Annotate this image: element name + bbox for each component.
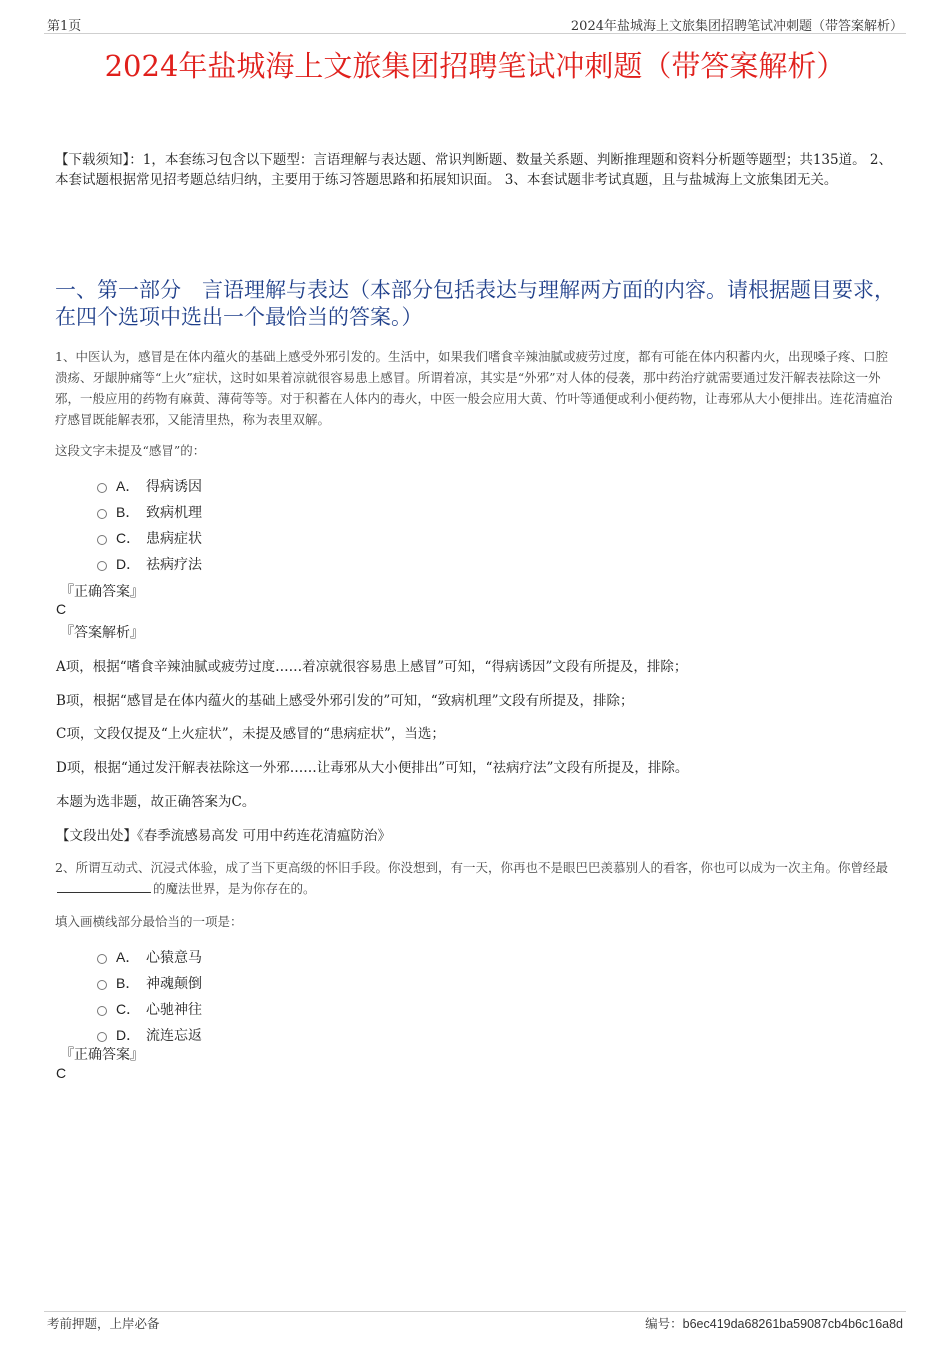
question-2-stem-part1: 2、所谓互动式、沉浸式体验，成了当下更高级的怀旧手段。你没想到，有一天，你再也不是眼巴巴羡慕别人的看客，你也可以成为一次主角。你曾经最	[55, 860, 888, 875]
option-text: 心驰神往	[146, 1002, 202, 1018]
option-text: 祛病疗法	[146, 557, 202, 573]
analysis-line-a: A项，根据“嗜食辛辣油腻或疲劳过度……着凉就很容易患上感冒”可知，“得病诱因”文段有所提及，排除；	[56, 659, 688, 675]
option-letter: B．	[116, 975, 140, 991]
question-1-prompt: 这段文字未提及“感冒”的：	[55, 443, 206, 458]
radio-icon[interactable]	[97, 980, 107, 990]
option-text: 得病诱因	[146, 479, 202, 495]
option-letter: A．	[116, 949, 140, 965]
radio-icon[interactable]	[97, 1006, 107, 1016]
code-label: 编号：	[645, 1316, 683, 1331]
footer-divider	[44, 1311, 906, 1312]
analysis-line-b: B项，根据“感冒是在体内蕴火的基础上感受外邪引发的”可知，“致病机理”文段有所提及，排除；	[56, 693, 634, 709]
option-letter: C．	[116, 1001, 141, 1017]
option-text: 患病症状	[146, 531, 202, 547]
question-2-option-c[interactable]	[97, 999, 202, 1019]
radio-icon[interactable]	[97, 509, 107, 519]
question-1-answer-label: 『正确答案』	[60, 584, 144, 600]
option-letter: B．	[116, 504, 140, 520]
page-number: 第1页	[47, 19, 82, 34]
question-2-answer-label: 『正确答案』	[60, 1047, 144, 1063]
question-1-answer: C	[56, 601, 67, 617]
option-letter: D．	[116, 556, 141, 572]
option-text: 流连忘返	[146, 1028, 202, 1044]
download-notice: 【下载须知】：1，本套练习包含以下题型：言语理解与表达题、常识判断题、数量关系题、判断推理题和资料分析题等题型；共135道。 2、本套试题根据常见招考题总结归纳，主要用于练习答题思路和拓展知识面。 3、本套试题非考试真题，且与盐城海上文旅集团无关。	[55, 152, 892, 188]
radio-icon[interactable]	[97, 954, 107, 964]
fill-blank	[57, 880, 151, 893]
document-title: 2024年盐城海上文旅集团招聘笔试冲刺题（带答案解析）	[104, 49, 846, 83]
option-letter: C．	[116, 530, 141, 546]
question-1-option-a[interactable]	[97, 476, 202, 496]
radio-icon[interactable]	[97, 1032, 107, 1042]
question-1-option-b[interactable]	[97, 502, 202, 522]
document-code	[645, 1314, 903, 1332]
option-text: 致病机理	[146, 505, 202, 521]
analysis-source: 【文段出处】《春季流感易高发 可用中药连花清瘟防治》	[56, 828, 392, 844]
question-2-stem-part2: 的魔法世界，是为你存在的。	[153, 881, 316, 896]
question-2-option-b[interactable]	[97, 973, 202, 993]
code-value: b6ec419da68261ba59087cb4b6c16a8d	[682, 1317, 903, 1331]
header-divider	[44, 33, 906, 34]
question-1-option-c[interactable]	[97, 528, 202, 548]
question-2-option-a[interactable]	[97, 947, 202, 967]
option-letter: A．	[116, 478, 140, 494]
question-1-option-d[interactable]	[97, 554, 202, 574]
analysis-line-d: D项，根据“通过发汗解表祛除这一外邪……让毒邪从大小便排出”可知，“祛病疗法”文段有所提及，排除。	[56, 760, 689, 776]
option-letter: D．	[116, 1027, 141, 1043]
analysis-conclusion: 本题为选非题，故正确答案为C。	[56, 794, 256, 810]
question-1-stem: 1、中医认为，感冒是在体内蕴火的基础上感受外邪引发的。生活中，如果我们嗜食辛辣油腻或疲劳过度，都有可能在体内积蓄内火，出现嗓子疼、口腔溃疡、牙龈肿痛等“上火”症状，这时如果着凉就很容易患上感冒。所谓着凉，其实是“外邪”对人体的侵袭，那中药治疗就需要通过发汗解表祛除这一外邪，一般应用的药物有麻黄、薄荷等等。对于积蓄在人体内的毒火，中医一般会应用大黄、竹叶等通便或利小便药物，让毒邪从大小便排出。连花清瘟治疗感冒既能解表邪，又能清里热，称为表里双解。	[55, 349, 893, 427]
running-header-title: 2024年盐城海上文旅集团招聘笔试冲刺题（带答案解析）	[570, 19, 903, 34]
question-2-prompt: 填入画横线部分最恰当的一项是：	[55, 914, 243, 929]
option-text: 神魂颠倒	[146, 976, 202, 992]
question-1-analysis-label: 『答案解析』	[60, 625, 144, 641]
footer-slogan: 考前押题，上岸必备	[47, 1316, 160, 1331]
radio-icon[interactable]	[97, 561, 107, 571]
question-2-stem	[55, 857, 900, 899]
analysis-line-c: C项，文段仅提及“上火症状”，未提及感冒的“患病症状”，当选；	[56, 726, 445, 742]
radio-icon[interactable]	[97, 535, 107, 545]
option-text: 心猿意马	[146, 950, 202, 966]
radio-icon[interactable]	[97, 483, 107, 493]
question-2-option-d[interactable]	[97, 1025, 202, 1045]
section-heading: 一、第一部分 言语理解与表达（本部分包括表达与理解两方面的内容。请根据题目要求，在四个选项中选出一个最恰当的答案。）	[55, 278, 895, 329]
question-2-answer: C	[56, 1065, 67, 1081]
